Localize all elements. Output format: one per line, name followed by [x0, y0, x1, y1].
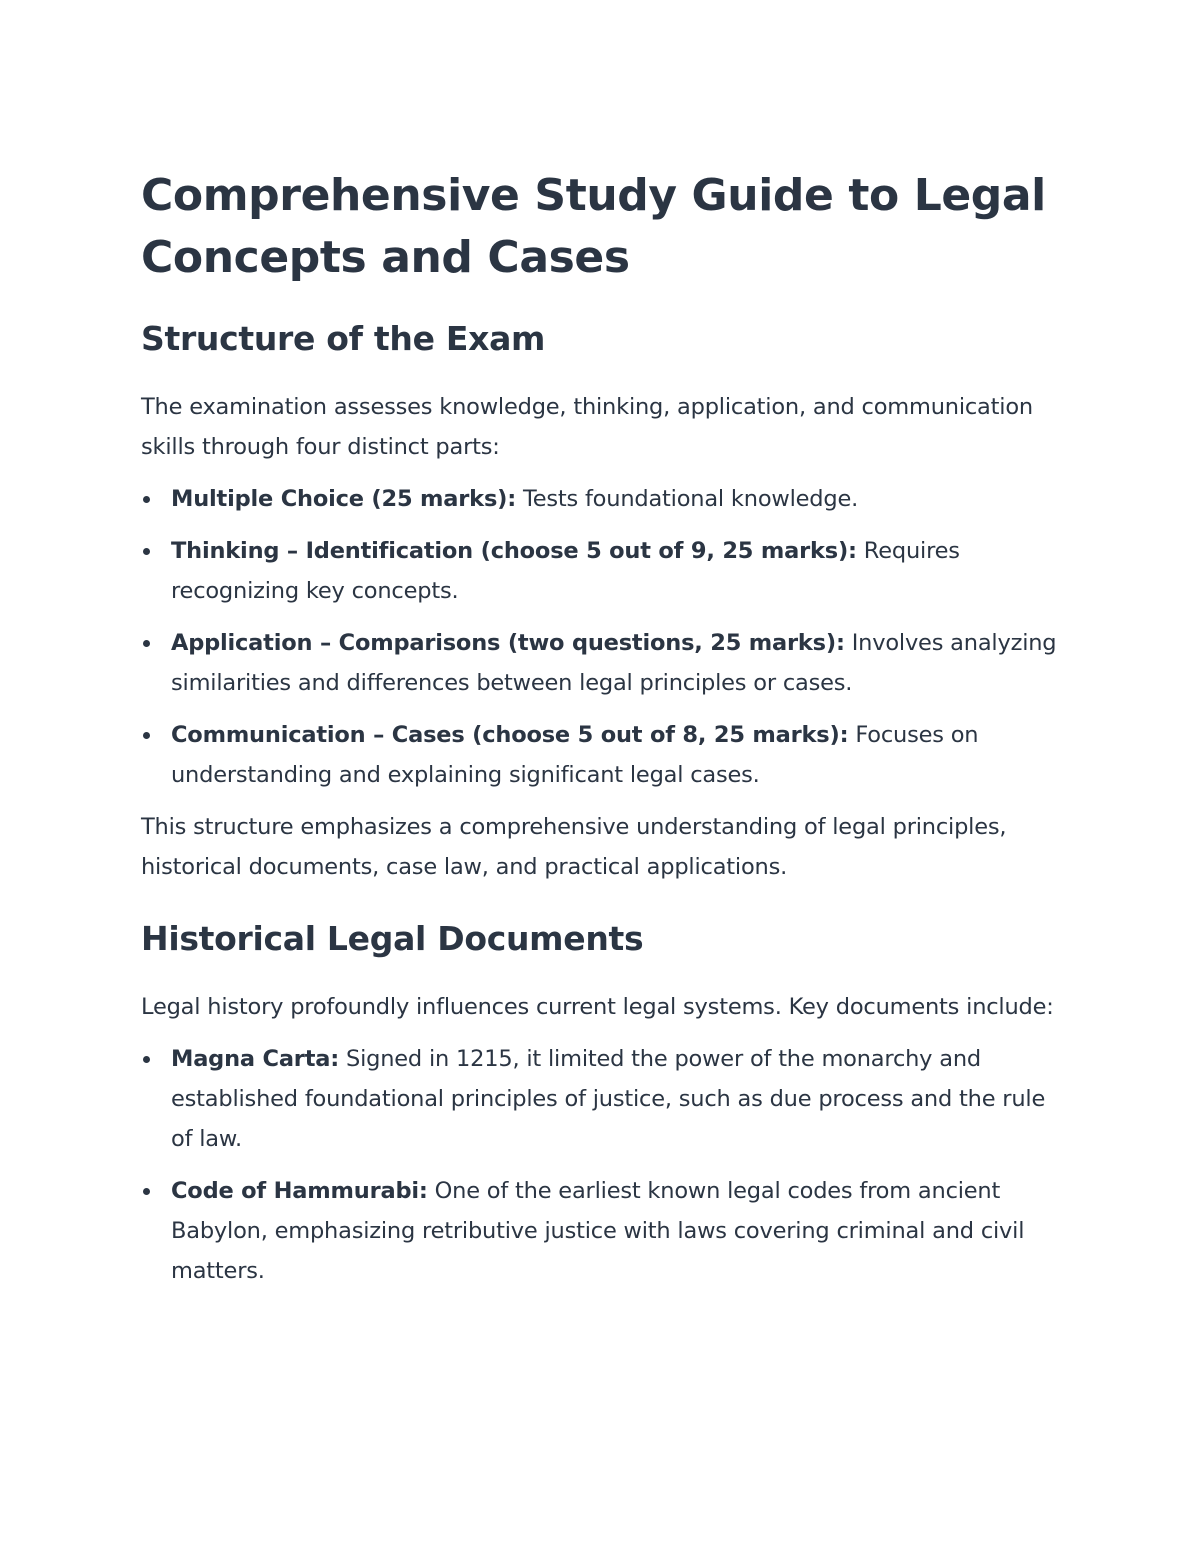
bullet-icon	[143, 732, 150, 739]
list-item-text: One of the earliest known legal codes from ancient Babylon, emphasizing retributive justice with laws covering criminal and civil matters.	[171, 1178, 1025, 1284]
list-item	[141, 531, 1061, 611]
list-item-label: Multiple Choice (25 marks):	[171, 486, 517, 512]
list-item-text: Involves analyzing similarities and differences between legal principles or cases.	[171, 630, 1057, 696]
exam-summary-paragraph: This structure emphasizes a comprehensive understanding of legal principles, historical documents, case law, and practical applications.	[141, 814, 1007, 880]
list-item-label: Thinking – Identification (choose 5 out of 9, 25 marks):	[171, 538, 857, 564]
section-heading-exam-structure: Structure of the Exam	[141, 319, 546, 358]
documents-intro-paragraph: Legal history profoundly influences current legal systems. Key documents include:	[141, 994, 1054, 1020]
document-page	[141, 165, 1061, 1303]
list-item-text: Focuses on understanding and explaining significant legal cases.	[171, 722, 979, 788]
list-item-label: Code of Hammurabi:	[171, 1178, 428, 1204]
list-item	[141, 479, 1061, 519]
bullet-icon	[143, 1188, 150, 1195]
section-heading-historical-documents: Historical Legal Documents	[141, 919, 644, 958]
bullet-icon	[143, 1056, 150, 1063]
list-item-text: Signed in 1215, it limited the power of the monarchy and established foundational principles of justice, such as due process and the rule of law.	[171, 1046, 1046, 1152]
exam-parts-list	[141, 479, 1061, 795]
list-item-text: Tests foundational knowledge.	[516, 486, 859, 512]
list-item-label: Magna Carta:	[171, 1046, 340, 1072]
list-item	[141, 1171, 1061, 1291]
bullet-icon	[143, 548, 150, 555]
list-item	[141, 715, 1061, 795]
bullet-icon	[143, 496, 150, 503]
bullet-icon	[143, 640, 150, 647]
document-title: Comprehensive Study Guide to Legal Concepts and Cases	[141, 170, 1046, 283]
list-item	[141, 623, 1061, 703]
list-item-text: Requires recognizing key concepts.	[171, 538, 960, 604]
list-item-label: Communication – Cases (choose 5 out of 8, 25 marks):	[171, 722, 849, 748]
documents-list	[141, 1039, 1061, 1291]
list-item-label: Application – Comparisons (two questions, 25 marks):	[171, 630, 845, 656]
exam-intro-paragraph: The examination assesses knowledge, thinking, application, and communication skills through four distinct parts:	[141, 394, 1033, 460]
list-item	[141, 1039, 1061, 1159]
